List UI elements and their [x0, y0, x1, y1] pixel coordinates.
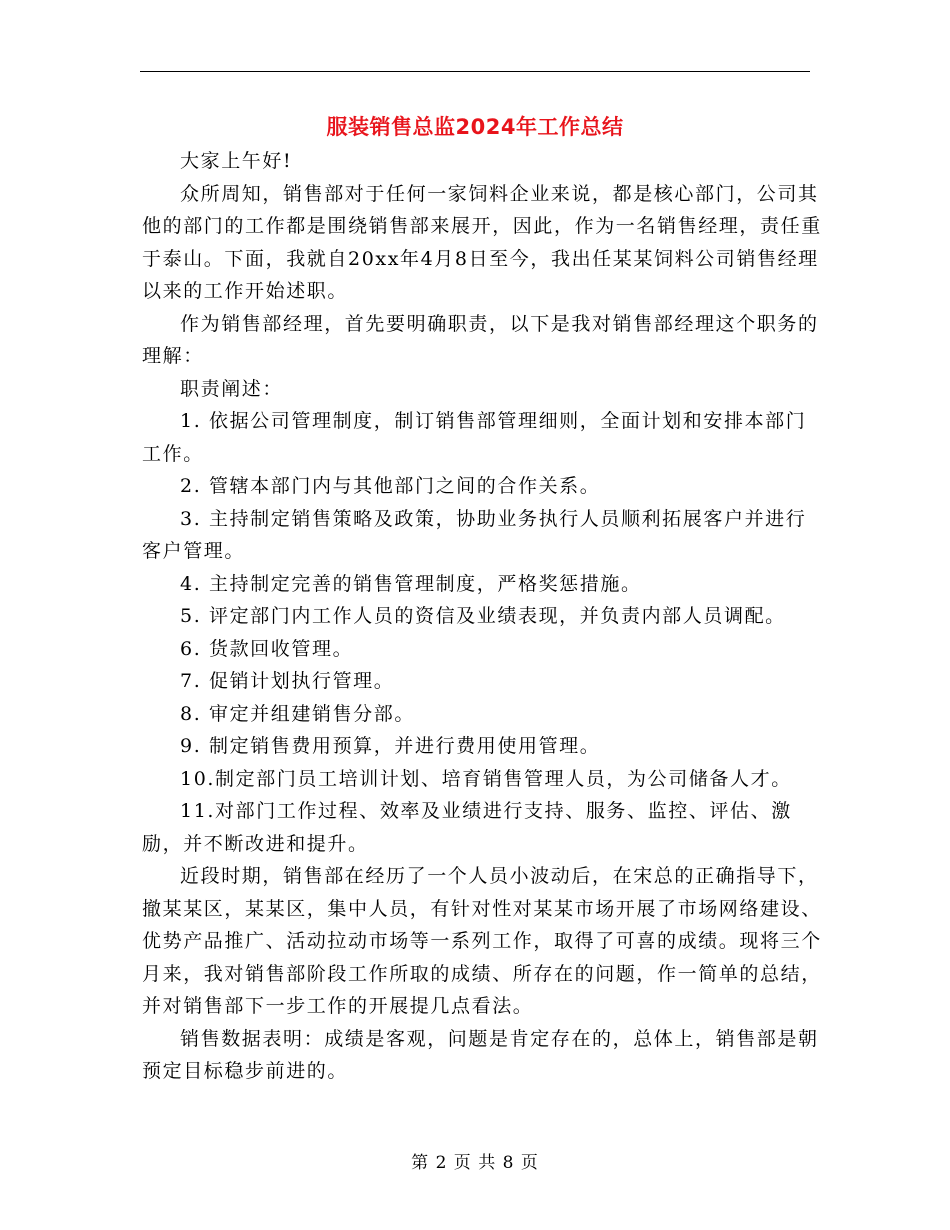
- paragraph-recent-period: 近段时期，销售部在经历了一个人员小波动后，在宋总的正确指导下，撤某某区，某某区，集中人员，有针对性对某某市场开展了市场网络建设、优势产品推广、活动拉动市场等一系列工作，取得了可喜的成绩。现将三个月来，我对销售部阶段工作所取的成绩、所存在的问题，作一简单的总结，并对销售部下一步工作的开展提几点看法。: [142, 865, 822, 1017]
- duty-item-2: 2. 管辖本部门内与其他部门之间的合作关系。: [180, 475, 601, 497]
- document-title: 服装销售总监2024年工作总结: [326, 115, 624, 139]
- paragraph-intro: 众所周知，销售部对于任何一家饲料企业来说，都是核心部门，公司其他的部门的工作都是围绕销售部来展开，因此，作为一名销售经理，责任重于泰山。下面，我就自20xx年4月8日至今，我出任某某饲料公司销售经理以来的工作开始述职。: [142, 182, 822, 302]
- duty-item-9: 9. 制定销售费用预算，并进行费用使用管理。: [180, 735, 601, 757]
- page-number: 第 2 页 共 8 页: [411, 1153, 539, 1173]
- duty-item-10: 10.制定部门员工培训计划、培育销售管理人员，为公司储备人才。: [180, 767, 792, 790]
- duty-item-8: 8. 审定并组建销售分部。: [180, 702, 415, 725]
- paragraph-duties-heading: 职责阐述：: [180, 377, 284, 400]
- paragraph-role-definition: 作为销售部经理，首先要明确职责，以下是我对销售部经理这个职务的理解：: [142, 312, 819, 367]
- duty-item-11: 11.对部门工作过程、效率及业绩进行支持、服务、监控、评估、激励，并不断改进和提升。: [142, 800, 792, 855]
- header-rule: [140, 71, 810, 72]
- page-footer: [0, 1151, 950, 1175]
- paragraph-sales-data: 销售数据表明：成绩是客观，问题是肯定存在的，总体上，销售部是朝预定目标稳步前进的。: [142, 1027, 819, 1082]
- paragraph-greeting: 大家上午好!: [180, 150, 293, 172]
- duty-item-6: 6. 货款回收管理。: [180, 637, 354, 660]
- document-body: [142, 145, 822, 1088]
- duty-item-5: 5. 评定部门内工作人员的资信及业绩表现，并负责内部人员调配。: [180, 605, 786, 627]
- duty-item-3: 3. 主持制定销售策略及政策，协助业务执行人员顺利拓展客户并进行客户管理。: [142, 507, 807, 562]
- duty-item-4: 4. 主持制定完善的销售管理制度，严格奖惩措施。: [180, 572, 642, 595]
- duty-item-7: 7. 促销计划执行管理。: [180, 670, 395, 692]
- duty-item-1: 1. 依据公司管理制度，制订销售部管理细则，全面计划和安排本部门工作。: [142, 410, 807, 465]
